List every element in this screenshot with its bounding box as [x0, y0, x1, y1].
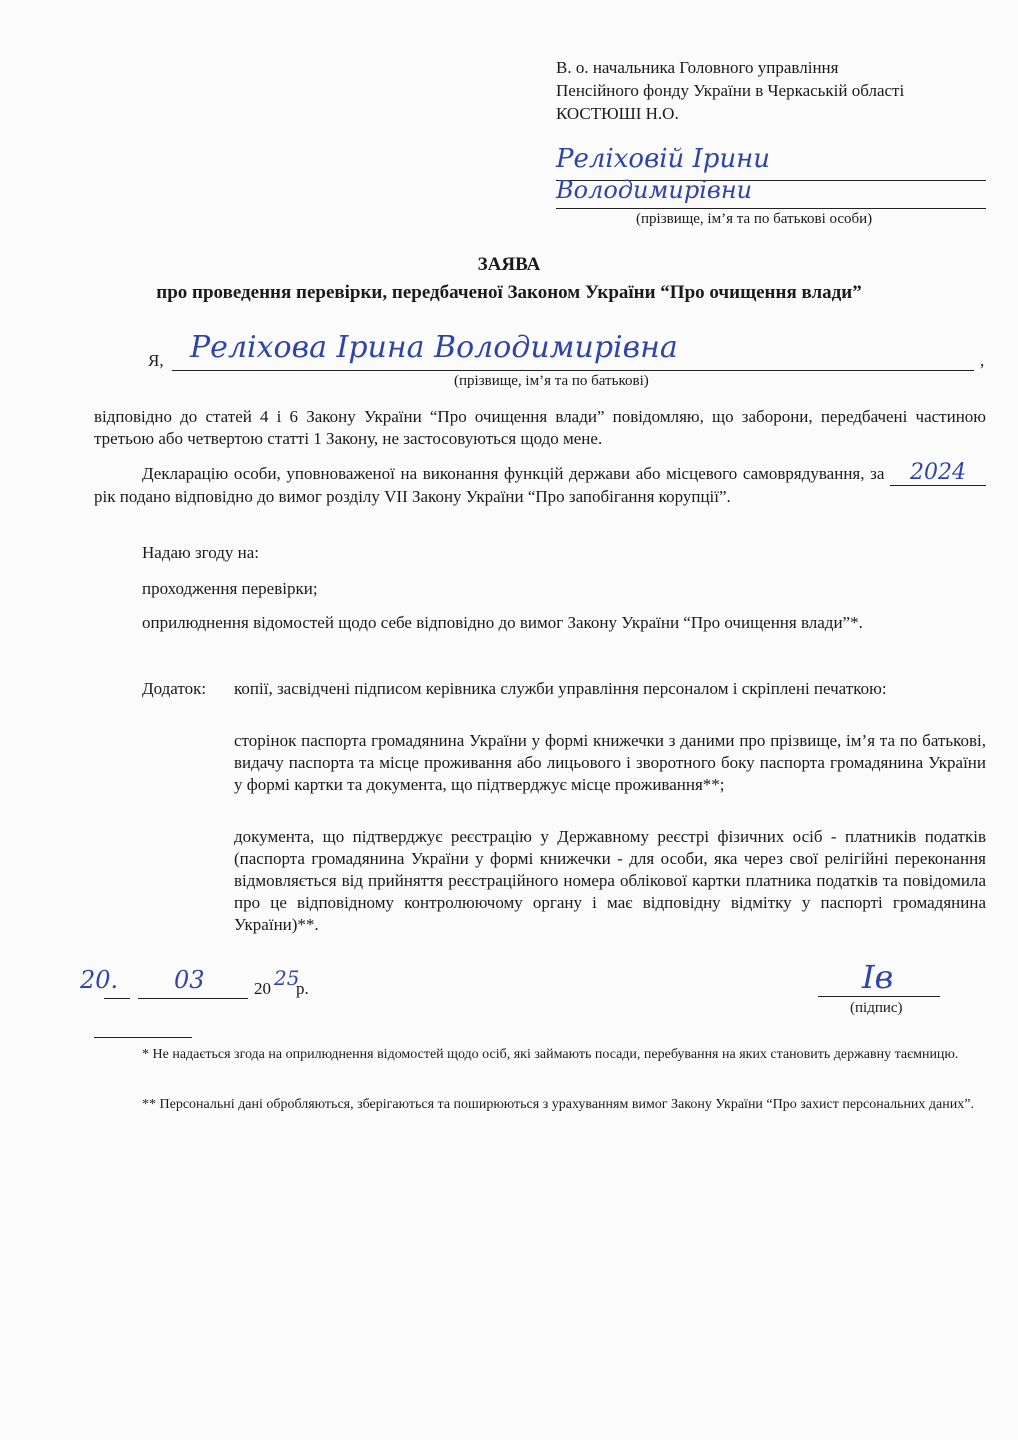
signature-underline [818, 996, 940, 997]
date-day-underline [104, 998, 130, 999]
declaration-text-after: рік подано відповідно до вимог розділу VII Закону України “Про запобігання корупції”. [94, 487, 731, 506]
from-handwritten-line-1: Реліховій Ірини [556, 144, 771, 174]
applicant-underline [172, 370, 974, 371]
attachment-item-1: сторінок паспорта громадянина України у формі книжечки з даними про прізвище, ім’я та по батькові, видачу паспорта та місце проживання або лицьового і зворотного боку паспорта громадянина України у формі картки та документа, що підтверджує місце проживання**; [234, 731, 986, 794]
consent-item-2: оприлюднення відомостей щодо себе відповідно до вимог Закону України “Про очищення влади”*. [142, 613, 863, 632]
applicant-handwritten-name: Реліхова Ірина Володимирівна [190, 330, 678, 365]
applicant-prefix: Я, [148, 351, 164, 370]
signature-caption: (підпис) [850, 1000, 903, 1016]
statement-paragraph: відповідно до статей 4 і 6 Закону України “Про очищення влади” повідомляю, що заборони, передбачені частиною третьою або четвертою статті 1 Закону, не застосовуються щодо мене. [94, 407, 986, 448]
attachment-intro-text: копії, засвідчені підписом керівника служби управління персоналом і скріплені печаткою: [234, 679, 887, 698]
attachment-intro [234, 678, 986, 700]
addressee-line-1: В. о. начальника Головного управління [556, 58, 839, 77]
declaration-text-before: Декларацію особи, уповноваженої на виконання функцій держави або місцевого самоврядування, за [142, 464, 885, 483]
date-year-handwritten: 25 [274, 966, 300, 990]
footnote-separator [94, 1037, 192, 1038]
signature-mark: Ів [862, 958, 894, 996]
footnote-2: ** Персональні дані обробляються, зберігаються та поширюються з урахуванням вимог Закону України “Про захист персональних даних”. [142, 1097, 974, 1112]
document-subtitle: про проведення перевірки, передбаченої Законом України “Про очищення влади” [156, 282, 862, 303]
consent-item-1: проходження перевірки; [142, 579, 318, 598]
addressee-line-3: КОСТЮШІ Н.О. [556, 104, 679, 123]
from-handwritten-line-2: Володимирівни [556, 176, 753, 204]
date-month-underline [138, 998, 248, 999]
applicant-caption: (прізвище, ім’я та по батькові) [454, 373, 649, 389]
date-month-handwritten: 03 [174, 966, 205, 994]
date-day-handwritten: 20. [80, 966, 119, 994]
declaration-year-handwritten: 2024 [910, 460, 966, 485]
addressee-line-2: Пенсійного фонду України в Черкаській області [556, 81, 905, 100]
date-year-printed: 20 [254, 979, 271, 998]
date-suffix: р. [296, 979, 309, 998]
from-underline-2 [556, 208, 986, 209]
applicant-suffix: , [980, 351, 985, 370]
attachment-label: Додаток: [142, 679, 207, 698]
footnote-1: * Не надається згода на оприлюднення відомостей щодо осіб, які займають посади, перебування на яких становить державну таємницю. [142, 1047, 959, 1062]
document-title: ЗАЯВА [477, 254, 541, 275]
consent-intro: Надаю згоду на: [142, 543, 260, 562]
declaration-paragraph [94, 462, 986, 508]
declaration-year-field [890, 462, 986, 486]
attachment-item-2: документа, що підтверджує реєстрацію у Державному реєстрі фізичних осіб - платників податків (паспорта громадянина України у формі книжечки - для особи, яка через свої релігійні переконання відмовляється від прийняття реєстраційного номера облікової картки платника податків та повідомила про це відповідному контролюючому органу і має відповідну відмітку у паспорті громадянина України)**. [234, 827, 986, 934]
from-caption: (прізвище, ім’я та по батькові особи) [636, 211, 873, 227]
addressee-block [556, 56, 996, 125]
